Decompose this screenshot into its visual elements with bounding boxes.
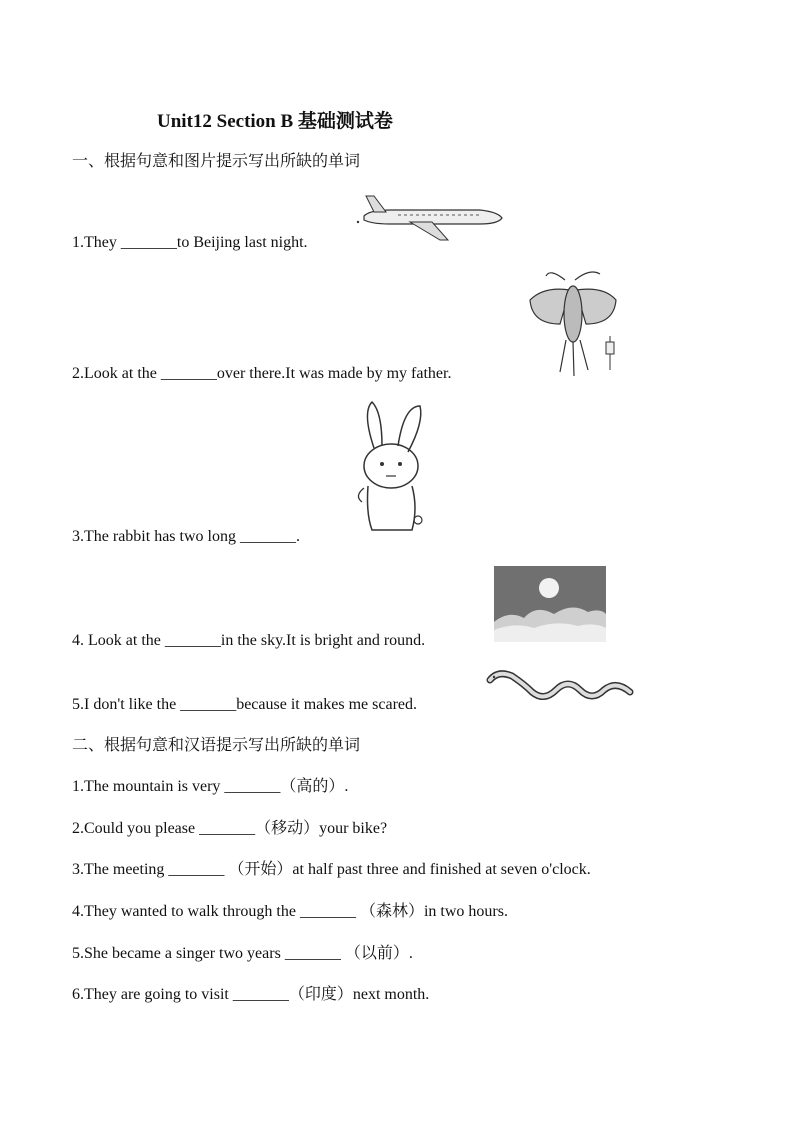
part2-item-5: 5.She became a singer two years _______ （以前）. xyxy=(72,945,413,962)
part1-item-2: 2.Look at the _______over there.It was made by my father. xyxy=(72,365,452,382)
part2-item-2: 2.Could you please _______（移动）your bike? xyxy=(72,820,388,837)
moon-picture xyxy=(494,566,606,642)
part2-item-3: 3.The meeting _______ （开始）at half past three and finished at seven o'clock. xyxy=(72,861,591,878)
part1-item-5: 5.I don't like the _______because it makes me scared. xyxy=(72,696,417,713)
kite-picture xyxy=(520,266,630,380)
part1-item-3: 3.The rabbit has two long _______. xyxy=(72,528,300,545)
rabbit-picture xyxy=(338,392,448,542)
part2-heading: 二、根据句意和汉语提示写出所缺的单词 xyxy=(72,735,361,754)
part1-item-4: 4. Look at the _______in the sky.It is bright and round. xyxy=(72,632,426,649)
snake-picture xyxy=(484,662,638,712)
part1-item-1: 1.They _______to Beijing last night. xyxy=(72,234,308,251)
airplane-picture xyxy=(350,186,510,246)
part1-heading: 一、根据句意和图片提示写出所缺的单词 xyxy=(72,151,361,170)
part2-item-4: 4.They wanted to walk through the _______ （森林）in two hours. xyxy=(72,903,508,920)
page-title: Unit12 Section B 基础测试卷 xyxy=(157,111,393,132)
part2-item-6: 6.They are going to visit _______（印度）next month. xyxy=(72,986,430,1003)
part2-item-1: 1.The mountain is very _______（高的）. xyxy=(72,778,349,795)
